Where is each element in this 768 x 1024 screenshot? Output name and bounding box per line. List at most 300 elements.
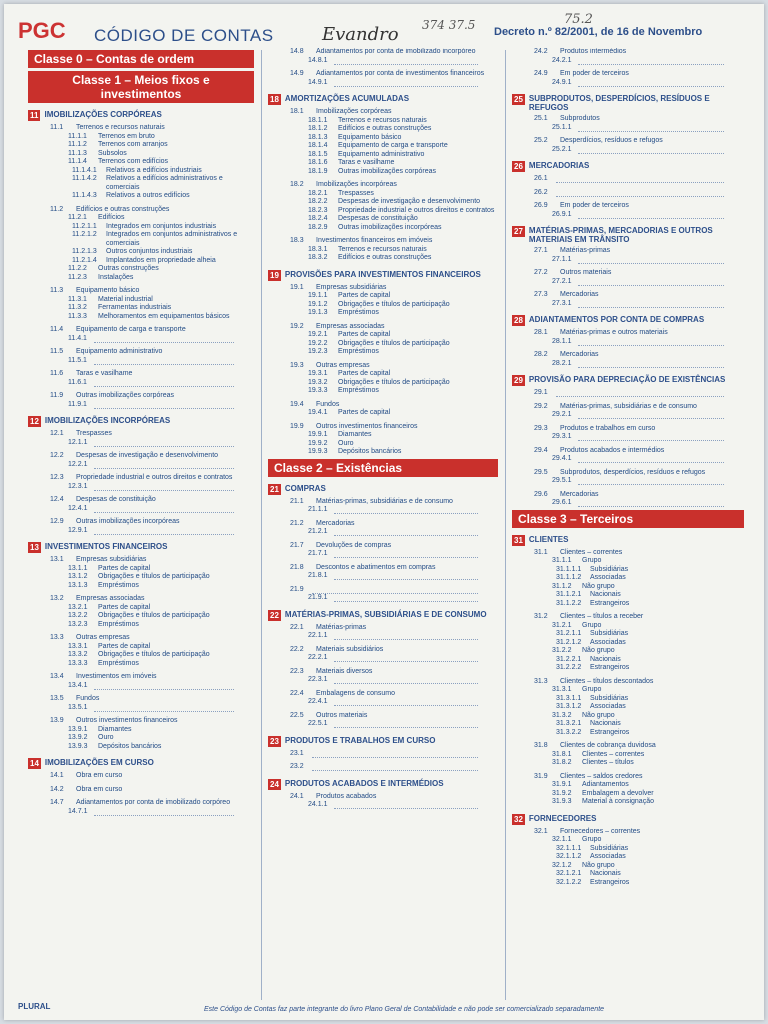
account-row [512, 360, 744, 369]
account-row [268, 117, 498, 126]
account-code: 19.9.2 [308, 439, 328, 447]
account-label: Adiantamentos por conta de investimentos financeiros [316, 70, 485, 77]
account-row [268, 370, 498, 379]
account-code: 18.1.3 [308, 133, 328, 141]
account-code: 18.2.2 [308, 198, 328, 205]
account-row [268, 542, 498, 551]
section-title: MERCADORIAS [528, 161, 590, 170]
account-label: Relativos a edifícios administrativos e comerciais [106, 175, 223, 191]
account-code: 12.3.1 [68, 482, 88, 490]
section-24 [268, 779, 498, 790]
account-row [512, 211, 744, 220]
account-label [94, 439, 234, 447]
account-code: 22.2 [290, 645, 304, 653]
account-label: Propriedade industrial e outros direitos e contratos [338, 206, 495, 214]
account-code: 11.3.1 [68, 295, 87, 303]
account-row [512, 124, 744, 133]
account-label [94, 461, 234, 469]
account-label: Clientes – títulos [582, 759, 634, 766]
account-row [28, 772, 254, 781]
account-label: Mercadorias [560, 291, 599, 298]
account-code: 21.1 [290, 497, 304, 505]
account-code: 32.1.1 [552, 836, 572, 843]
account-row [512, 403, 744, 412]
account-row [512, 269, 744, 278]
account-label: Grupo [582, 836, 602, 843]
account-code: 21.9 [290, 585, 304, 593]
account-code: 13.4.1 [68, 681, 88, 689]
account-row [28, 430, 254, 439]
account-label: Melhoramentos em equipamentos básicos [98, 312, 230, 320]
account-code: 27.2 [534, 269, 548, 276]
account-label [94, 401, 234, 409]
section-title: ADIANTAMENTOS POR CONTA DE COMPRAS [528, 315, 705, 324]
account-row [28, 483, 254, 492]
account-row [28, 133, 254, 142]
account-row [268, 448, 498, 457]
handwritten-note-2: 75.2 [564, 12, 593, 27]
account-label: Despesas de constituição [76, 496, 156, 503]
account-row [512, 256, 744, 265]
account-list [512, 247, 744, 308]
account-row [512, 862, 744, 871]
account-code: 19.4 [290, 400, 304, 408]
account-code: 18.1.1 [308, 116, 328, 124]
account-list [512, 175, 744, 219]
account-row [268, 207, 498, 216]
account-code: 31.3.2 [552, 711, 572, 719]
account-code: 24.2.1 [552, 56, 572, 64]
account-row [268, 698, 498, 707]
account-row [28, 673, 254, 682]
account-label: Obrigações e títulos de participação [98, 612, 210, 619]
section-title: PRODUTOS E TRABALHOS EM CURSO [284, 735, 436, 745]
account-code: 29.4 [534, 446, 548, 454]
section-31 [512, 535, 744, 546]
account-label [578, 300, 724, 308]
account-code: 25.1.1 [552, 123, 572, 131]
account-code: 29.5 [534, 468, 548, 476]
account-row [28, 439, 254, 448]
class-1-banner: Classe 1 – Meios fixos e investimentos [28, 71, 254, 103]
account-row [512, 781, 744, 790]
account-code: 24.1.1 [308, 801, 328, 808]
account-label [334, 572, 478, 580]
account-label: Subprodutos [560, 115, 600, 122]
account-row [28, 313, 254, 322]
account-row [512, 574, 744, 583]
account-code: 13.9 [50, 717, 64, 724]
account-row [28, 175, 254, 192]
section-32 [512, 814, 744, 825]
account-row [512, 712, 744, 721]
account-code: 11.2.1.4 [72, 256, 97, 264]
account-code: 29.3.1 [552, 433, 572, 440]
account-label [334, 676, 478, 684]
account-code: 31.8 [534, 742, 548, 749]
account-row [512, 469, 744, 478]
account-row [28, 335, 254, 344]
account-code: 31.2.2.2 [556, 664, 582, 671]
account-row [512, 686, 744, 695]
account-label [556, 189, 724, 197]
account-row [268, 331, 498, 340]
account-row [268, 646, 498, 655]
account-code: 19.3.1 [308, 370, 328, 377]
account-code: 25.2 [534, 137, 548, 144]
account-label: Equipamento de carga e transporte [338, 142, 448, 149]
account-label: Terrenos e recursos naturais [338, 116, 427, 124]
account-code: 22.4.1 [308, 698, 328, 705]
account-label [334, 594, 478, 602]
account-code: 32.1.2 [552, 861, 572, 869]
account-code: 21.9.1 [308, 594, 328, 601]
account-code: 25.2.1 [552, 145, 572, 153]
account-row [28, 274, 254, 283]
section-title: AMORTIZAÇÕES ACUMULADAS [284, 94, 410, 103]
section-11 [28, 110, 254, 121]
account-code: 18.2 [290, 181, 304, 188]
account-code: 11.9.1 [68, 400, 87, 408]
account-label: Subsidiárias [590, 694, 629, 702]
account-label [578, 455, 724, 463]
account-row [28, 348, 254, 357]
account-label: Estrangeiros [590, 599, 630, 607]
account-label: Adiantamentos por conta de imobilizado incorpóreo [316, 48, 476, 55]
account-row [28, 556, 254, 565]
account-row [28, 682, 254, 691]
account-row [512, 278, 744, 287]
account-code: 29.6.1 [552, 499, 572, 506]
account-row [28, 651, 254, 660]
section-title: MATÉRIAS-PRIMAS, MERCADORIAS E OUTROS MATERIAIS EM TRÂNSITO [528, 226, 713, 244]
account-code: 26.1 [534, 175, 548, 182]
account-label: Despesas de constituição [338, 215, 418, 222]
account-row [268, 712, 498, 721]
account-row [268, 586, 498, 595]
account-label: Grupo [582, 557, 602, 564]
account-code: 19.3.2 [308, 378, 328, 386]
account-label: Clientes – correntes [582, 750, 645, 758]
account-label: Material à consignação [582, 798, 654, 805]
account-label: Não grupo [582, 647, 615, 654]
account-code: 31.3.1.1 [556, 694, 582, 702]
account-code: 26.2 [534, 188, 548, 196]
section-title: MATÉRIAS-PRIMAS, SUBSIDIÁRIAS E DE CONSUMO [284, 609, 487, 619]
account-code: 31.2.2.1 [556, 655, 582, 663]
section-title: PRODUTOS ACABADOS E INTERMÉDIOS [284, 778, 444, 788]
account-code: 31.2.1.2 [556, 638, 582, 646]
account-row [268, 379, 498, 388]
account-label: Terrenos com edifícios [98, 158, 169, 165]
account-code: 31.9 [534, 772, 548, 780]
account-label: Edifícios e outras construções [76, 205, 170, 213]
account-label: Produtos acabados [316, 792, 377, 800]
account-code: 31.1.2.1 [556, 591, 582, 598]
account-code: 19.3 [290, 361, 304, 369]
account-row [512, 477, 744, 486]
account-label: Outros conjuntos industriais [106, 248, 193, 255]
account-row [512, 759, 744, 768]
account-label: Partes de capital [98, 564, 151, 572]
account-label: Instalações [98, 273, 134, 281]
account-code: 13.3.1 [68, 642, 88, 650]
account-label: Partes de capital [98, 603, 151, 611]
account-label: Associadas [590, 638, 626, 646]
account-row [28, 150, 254, 159]
account-code: 19.4.1 [308, 409, 328, 416]
account-code: 11.1.4.2 [72, 175, 97, 182]
account-row [268, 654, 498, 663]
section-number: 25 [514, 95, 523, 104]
section-title: COMPRAS [284, 483, 326, 493]
account-label: Outras imobilizações incorpóreas [76, 518, 180, 525]
account-code: 18.3 [290, 237, 304, 244]
account-code: 31.1.1.1 [556, 565, 582, 573]
account-row [512, 845, 744, 854]
account-code: 27.2.1 [552, 277, 572, 285]
account-row [512, 656, 744, 665]
account-code: 28.1 [534, 329, 548, 336]
account-label [334, 528, 478, 536]
section-28 [512, 315, 744, 326]
account-row [268, 690, 498, 699]
account-row [268, 498, 498, 507]
account-label [334, 550, 478, 558]
account-label: Produtos acabados e intermédios [560, 446, 665, 454]
section-number: 21 [270, 484, 279, 494]
publisher-logo: PLURAL [18, 1002, 51, 1011]
account-code: 11.9 [50, 392, 64, 399]
account-code: 28.1.1 [552, 337, 572, 345]
section-18 [268, 94, 498, 105]
account-row [28, 158, 254, 167]
account-row [268, 142, 498, 151]
account-list [268, 793, 498, 810]
account-label: Equipamento administrativo [76, 348, 163, 355]
account-code: 14.2 [50, 785, 64, 793]
account-label: Em poder de terceiros [560, 202, 629, 209]
account-label: Depósitos bancários [98, 742, 162, 750]
account-code: 22.4 [290, 689, 304, 697]
account-row [28, 124, 254, 133]
account-row [512, 798, 744, 807]
section-number: 22 [270, 610, 279, 620]
account-label: Partes de capital [338, 331, 391, 338]
account-code: 32.1 [534, 827, 548, 835]
account-label [556, 389, 724, 397]
account-label: Trespasses [338, 189, 374, 197]
account-code: 31.9.1 [552, 781, 572, 788]
account-label: Clientes de cobrança duvidosa [560, 742, 656, 749]
account-label [578, 57, 724, 65]
account-code: 31.9.2 [552, 789, 572, 797]
account-row [512, 79, 744, 88]
account-row [28, 799, 254, 808]
account-label: Outras empresas [316, 361, 370, 369]
account-row [512, 329, 744, 338]
account-row [512, 742, 744, 751]
account-row [28, 704, 254, 713]
account-row [268, 190, 498, 199]
account-label: Obra em curso [76, 772, 123, 779]
account-code: 27.1.1 [552, 255, 572, 263]
account-label: Mercadorias [316, 519, 355, 527]
account-list [28, 556, 254, 751]
handwritten-signature: Evandro [322, 24, 399, 45]
account-code: 31.2.1.1 [556, 630, 582, 637]
account-label: Obra em curso [76, 785, 123, 793]
account-row [28, 304, 254, 313]
section-19 [268, 270, 498, 281]
account-code: 14.8.1 [308, 56, 328, 64]
account-row [512, 630, 744, 639]
account-label: Nacionais [590, 870, 621, 877]
account-code: 22.1.1 [308, 632, 328, 639]
account-row [28, 786, 254, 795]
account-label: Descontos e abatimentos em compras [316, 563, 436, 571]
account-code: 18.2.3 [308, 206, 328, 214]
account-row [512, 647, 744, 656]
column-1 [28, 48, 254, 1000]
account-list [512, 329, 744, 368]
section-number: 27 [514, 227, 523, 236]
account-label: Outras construções [98, 265, 159, 272]
account-row [268, 57, 498, 66]
account-list [512, 549, 744, 807]
account-row [28, 206, 254, 215]
account-row [512, 57, 744, 66]
account-label [578, 360, 724, 368]
account-code: 11.3.2 [68, 304, 87, 311]
account-row [512, 491, 744, 500]
account-label: Investimentos financeiros em imóveis [316, 237, 433, 244]
account-label [578, 499, 724, 507]
account-code: 12.4.1 [68, 504, 88, 512]
account-code: 27.3 [534, 291, 548, 298]
account-code: 21.2.1 [308, 528, 328, 535]
section-number: 18 [270, 95, 279, 104]
account-row [512, 202, 744, 211]
account-row [268, 323, 498, 332]
account-row [268, 70, 498, 79]
account-code: 29.3 [534, 424, 548, 432]
account-row [268, 348, 498, 357]
account-code: 22.5 [290, 711, 304, 719]
account-label: Clientes – saldos credores [560, 772, 643, 780]
account-row [512, 870, 744, 879]
account-row [268, 676, 498, 685]
account-code: 12.9.1 [68, 526, 88, 534]
account-label: Desperdícios, resíduos e refugos [560, 137, 663, 144]
account-label: Edifícios [98, 214, 125, 221]
account-row [268, 292, 498, 301]
account-code: 19.2.3 [308, 348, 328, 355]
account-row [28, 223, 254, 232]
account-label: Não grupo [582, 582, 615, 590]
account-code: 31.2.1 [552, 621, 572, 629]
section-22 [268, 610, 498, 621]
account-list [268, 108, 498, 263]
account-label: Obrigações e títulos de participação [98, 573, 210, 580]
account-code: 13.9.2 [68, 734, 88, 741]
account-row [268, 301, 498, 310]
account-code: 22.3.1 [308, 676, 328, 683]
account-label: Associadas [590, 574, 626, 581]
account-row [268, 440, 498, 449]
account-row [28, 808, 254, 817]
account-label: Trespasses [76, 430, 112, 437]
class-3-banner: Classe 3 – Terceiros [512, 510, 744, 528]
account-row [28, 660, 254, 669]
account-row [512, 338, 744, 347]
account-label: Material industrial [98, 295, 153, 303]
account-code: 11.1.4 [68, 158, 87, 165]
account-label: Estrangeiros [590, 664, 630, 671]
account-row [512, 853, 744, 862]
section-title: IMOBILIZAÇÕES EM CURSO [44, 758, 154, 767]
account-label [334, 57, 478, 65]
account-row [512, 291, 744, 300]
account-label: Mercadorias [560, 351, 599, 358]
account-code: 11.5.1 [68, 356, 87, 364]
section-title: IMOBILIZAÇÕES INCORPÓREAS [44, 416, 171, 425]
account-label: Empresas subsidiárias [76, 556, 147, 563]
account-row [28, 461, 254, 470]
account-label: Matérias-primas e outros materiais [560, 329, 668, 336]
account-label: Não grupo [582, 861, 615, 869]
account-row [28, 357, 254, 366]
account-code: 29.4.1 [552, 455, 572, 462]
account-list [28, 430, 254, 535]
account-row [268, 246, 498, 255]
account-row [268, 632, 498, 641]
account-list [512, 115, 744, 154]
account-label: Estrangeiros [590, 728, 630, 736]
account-label: Subsidiárias [590, 565, 629, 573]
account-code: 31.8.2 [552, 759, 572, 766]
account-code: 12.3 [50, 474, 64, 481]
account-code: 31.1 [534, 548, 548, 556]
account-label: Relativos a outros edifícios [106, 192, 190, 199]
section-title: SUBPRODUTOS, DESPERDÍCIOS, RESÍDUOS E REFUGOS [528, 94, 710, 112]
account-row [268, 564, 498, 573]
account-label: Propriedade industrial e outros direitos e contratos [76, 474, 233, 481]
account-row [512, 836, 744, 845]
account-row [512, 703, 744, 712]
account-row [268, 284, 498, 293]
account-code: 13.9.3 [68, 742, 88, 750]
account-label: Nacionais [590, 720, 621, 727]
account-row [28, 231, 254, 248]
account-label: Embalagem a devolver [582, 789, 654, 797]
decree-reference: Decreto n.º 82/2001, de 16 de Novembro [494, 26, 703, 38]
account-row [28, 141, 254, 150]
account-code: 18.2.4 [308, 215, 328, 222]
account-label: Matérias-primas, subsidiárias e de consumo [560, 402, 697, 410]
account-code: 13.1 [50, 556, 64, 563]
account-row [512, 639, 744, 648]
account-row [268, 401, 498, 410]
section-number: 28 [514, 316, 523, 325]
account-label: Não grupo [582, 711, 615, 719]
column-divider [261, 50, 262, 1000]
account-label: Outras empresas [76, 634, 130, 641]
account-label [312, 763, 478, 771]
account-row [28, 452, 254, 461]
account-row [512, 175, 744, 184]
account-code: 24.9.1 [552, 78, 572, 86]
